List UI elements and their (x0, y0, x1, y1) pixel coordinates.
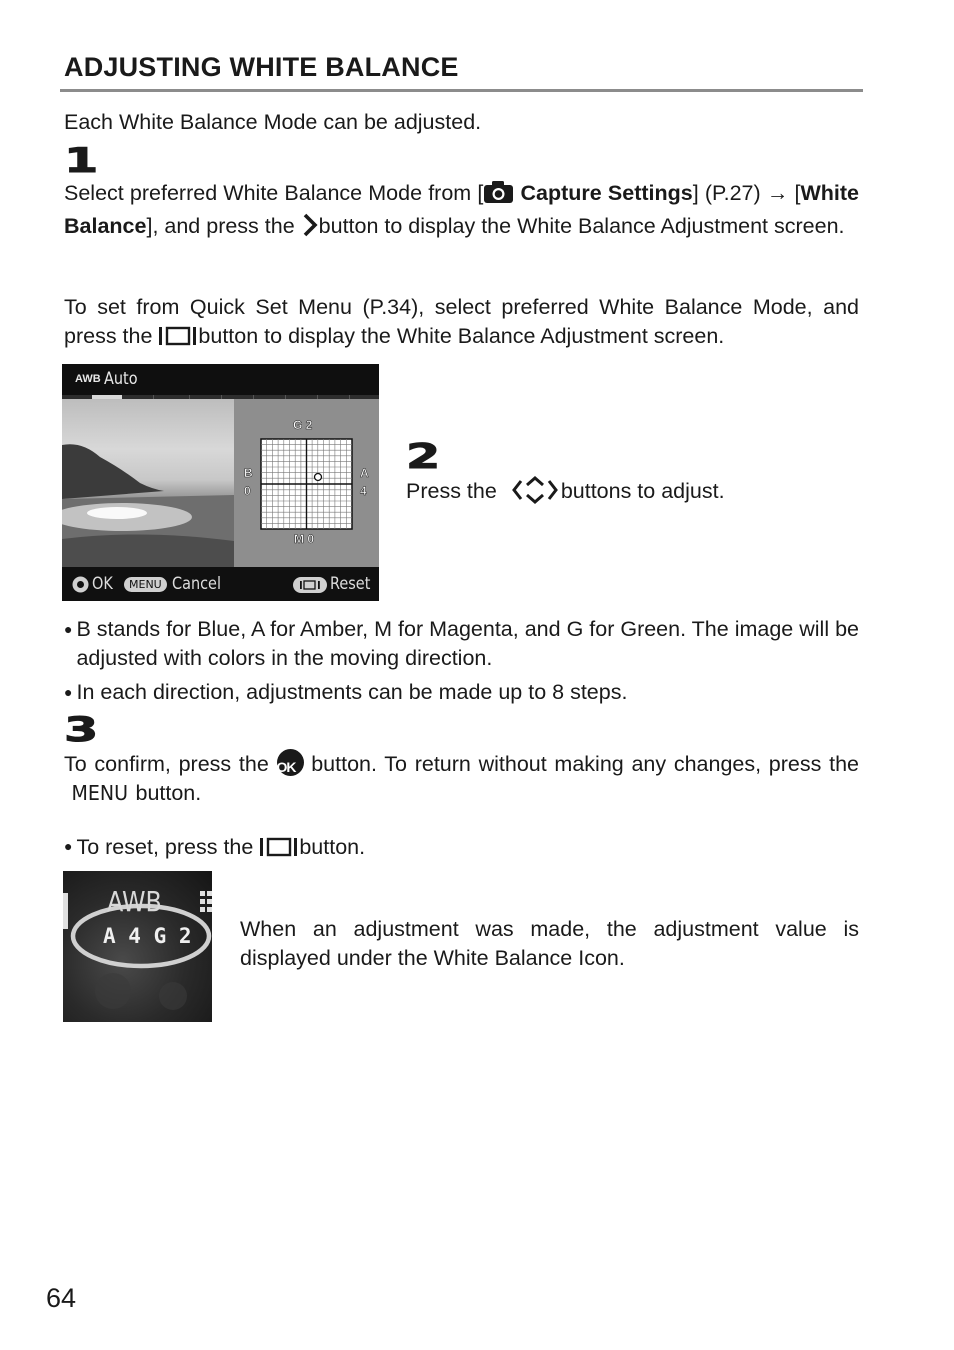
ok-dial-icon (72, 576, 89, 598)
quickset-text-b: button to display the White Balance Adjustment screen. (198, 324, 725, 348)
screen-reset-label: Reset (330, 574, 371, 594)
thumb-caption: When an adjustment was made, the adjustment value is displayed under the White Balance Icon. (240, 917, 859, 970)
step1-line2a: ], and press the (146, 214, 295, 238)
arrow-icon: → (766, 181, 789, 205)
thumb-adjust-values: A 4 G 2 (103, 924, 192, 948)
menu-button-label: MENU (71, 781, 129, 805)
thumb-awb-label: AWB (107, 885, 162, 918)
step-number-1: 1 (64, 141, 99, 181)
ok-button-icon-label: OK (276, 759, 296, 775)
four-way-arrows-icon (511, 476, 559, 512)
bullet-item-2 (64, 678, 859, 707)
grid-bottom-label: M 0 (294, 532, 315, 546)
camera-icon (483, 180, 514, 212)
white-balance-label: White Balance (64, 181, 859, 238)
grid-top-label: G 2 (293, 418, 313, 432)
bullet-dot-icon: ● (64, 838, 73, 854)
screen-top-bar (62, 364, 379, 396)
wb-icon-closeup-image (63, 871, 212, 1022)
screen-menu-pill: MENU (124, 577, 167, 592)
grid-right-letter: A (360, 466, 369, 480)
step3-text-a: To confirm, press the (64, 752, 269, 776)
bracket-open: [ (794, 181, 801, 205)
step2-text-a: Press the (406, 479, 497, 503)
bullet-dot-icon: ● (64, 684, 73, 700)
step-number-2: 2 (406, 437, 441, 477)
step3-text (64, 749, 859, 808)
quickset-instructions (64, 293, 859, 355)
reset-bullet (64, 832, 365, 866)
reset-text-b: button. (299, 835, 366, 859)
bullet-text-1: B stands for Blue, A for Amber, M for Magenta, and G for Green. The image will be adjusted with colors in the moving direction. (76, 617, 859, 670)
screen-cancel-label: Cancel (172, 574, 221, 594)
wb-adjustment-screen (62, 364, 379, 601)
bullet-dot-icon: ● (64, 621, 73, 637)
screen-display-icon (293, 577, 327, 598)
page-number: 64 (46, 1283, 77, 1313)
page-title: ADJUSTING WHITE BALANCE (64, 52, 459, 82)
step-number-3: 3 (64, 710, 99, 750)
preview-photo (62, 399, 234, 567)
awb-label: AWB (75, 373, 101, 385)
step1-instructions (64, 179, 859, 245)
chevron-right-icon (301, 213, 319, 245)
capture-settings-label: Capture Settings (520, 181, 693, 205)
step3-text-b: button. To return without making any changes, press the (311, 752, 859, 776)
display-button-icon (259, 836, 299, 866)
step3-text-c: button. (135, 781, 202, 805)
bullet-item-1 (64, 615, 859, 673)
title-divider (60, 89, 863, 92)
step2-text-b: buttons to adjust. (560, 479, 725, 503)
display-button-icon (158, 325, 198, 355)
bullet-text-2: In each direction, adjustments can be made up to 8 steps. (76, 680, 628, 704)
reset-text-a: To reset, press the (76, 835, 254, 859)
ok-button-icon (277, 749, 304, 776)
grid-left-value: 0 (244, 484, 251, 498)
step1-line1a: Select preferred White Balance Mode from [ (64, 181, 484, 205)
step1-line2b: button to display the White Balance Adjustment screen. (318, 214, 845, 238)
wb-grid-panel (234, 399, 379, 567)
screen-ok-label: OK (92, 574, 113, 594)
grid-left-letter: B (244, 466, 253, 480)
quickset-text-a: To set from Quick Set Menu (P.34), select preferred White Balance Mode, and press the (64, 295, 859, 348)
grid-right-value: 4 (360, 484, 367, 498)
wb-mode-label: Auto (104, 369, 138, 389)
step1-line1b: ] (P.27) (692, 181, 761, 205)
intro-text: Each White Balance Mode can be adjusted. (64, 110, 482, 134)
screen-bottom-bar (62, 567, 379, 601)
step2-text (406, 476, 725, 512)
